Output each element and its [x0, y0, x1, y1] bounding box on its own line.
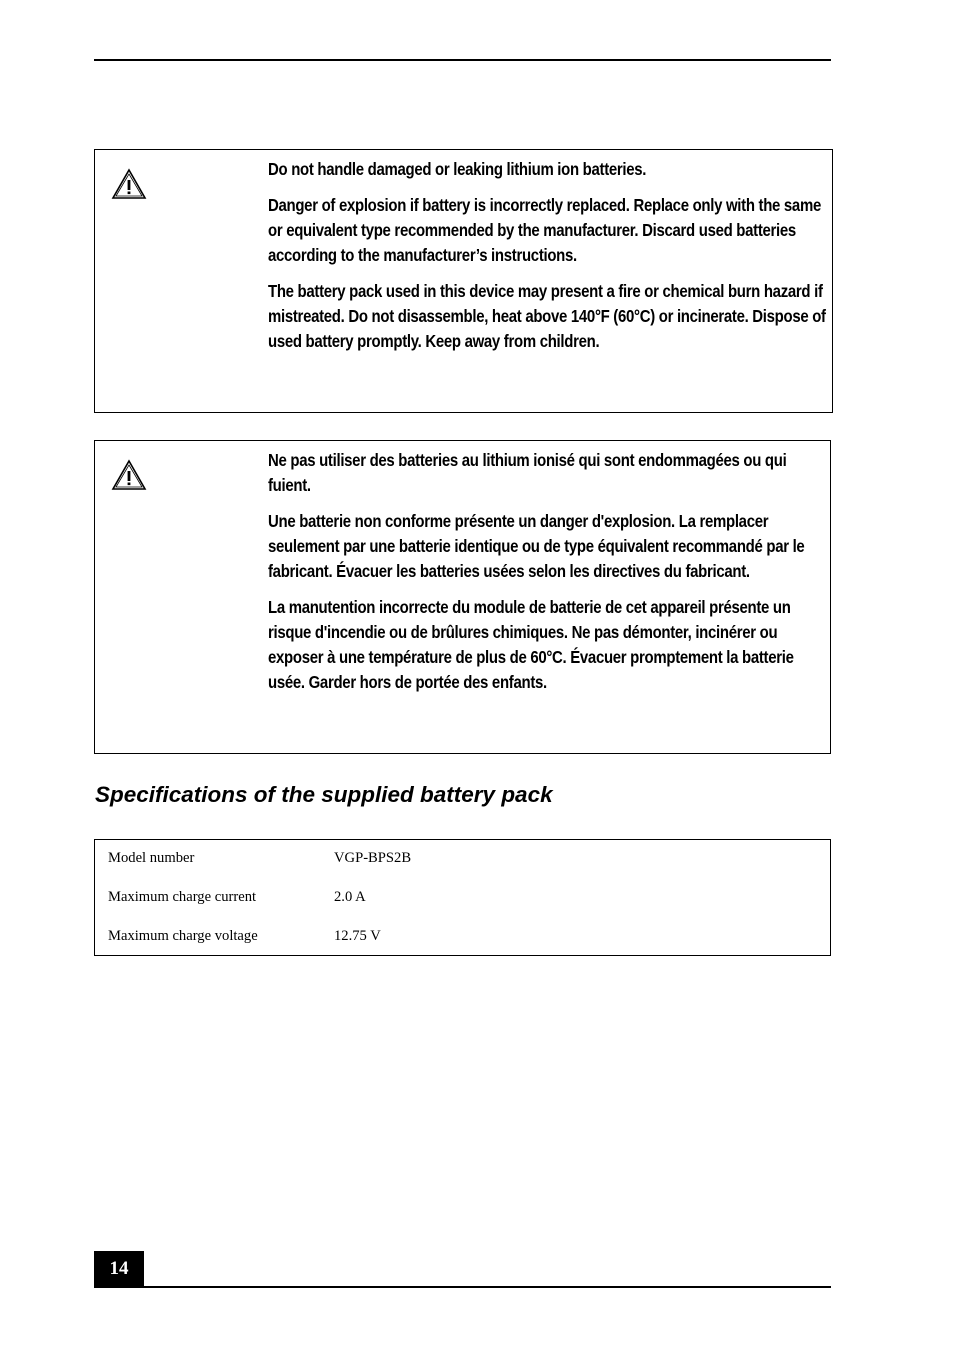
spec-value: 12.75 V	[334, 928, 381, 944]
bottom-rule	[94, 1286, 831, 1288]
spec-value: VGP-BPS2B	[334, 850, 412, 866]
warning-paragraph: Une batterie non conforme présente un danger d'explosion. La remplacer seulement par une batterie identique ou de type équivalent recommandé par le fabricant. Évacuer les batteries usées selon les directives du fabricant.	[268, 511, 805, 581]
warning-paragraph: La manutention incorrecte du module de batterie de cet appareil présente un risque d'incendie ou de brûlures chimiques. Ne pas démonter, incinérer ou exposer à une température de plus de 60°C. Évacuer promptement la batterie usée. Garder hors de portée des enfants.	[268, 597, 794, 692]
spec-label: Maximum charge current	[108, 889, 257, 905]
warning-paragraph: Ne pas utiliser des batteries au lithium ionisé qui sont endommagées ou qui fuient.	[268, 450, 787, 495]
warning-box-english	[94, 149, 833, 413]
warning-paragraph: The battery pack used in this device may present a fire or chemical burn hazard if mistreated. Do not disassemble, heat above 140°F (60°C) or incinerate. Dispose of used battery promptly. Keep away from children.	[268, 281, 826, 351]
warning-text-french	[268, 448, 805, 706]
spec-label: Maximum charge voltage	[108, 928, 258, 944]
warning-triangle-icon	[111, 459, 147, 491]
page-number: 14	[94, 1251, 144, 1287]
warning-paragraph: Danger of explosion if battery is incorrectly replaced. Replace only with the same or equivalent type recommended by the manufacturer. Discard used batteries according to the manufacturer’s instructions.	[268, 195, 821, 265]
spec-value: 2.0 A	[334, 889, 366, 905]
spec-label: Model number	[108, 850, 195, 866]
spec-row	[95, 887, 830, 907]
top-rule	[94, 59, 831, 61]
spec-row	[95, 848, 830, 868]
spec-table	[94, 839, 831, 956]
section-title: Specifications of the supplied battery pack	[95, 782, 553, 807]
warning-triangle-icon	[111, 168, 147, 200]
warning-box-french	[94, 440, 831, 754]
spec-row	[95, 926, 830, 946]
warning-text-english	[268, 157, 826, 365]
warning-paragraph: Do not handle damaged or leaking lithium ion batteries.	[268, 159, 647, 179]
